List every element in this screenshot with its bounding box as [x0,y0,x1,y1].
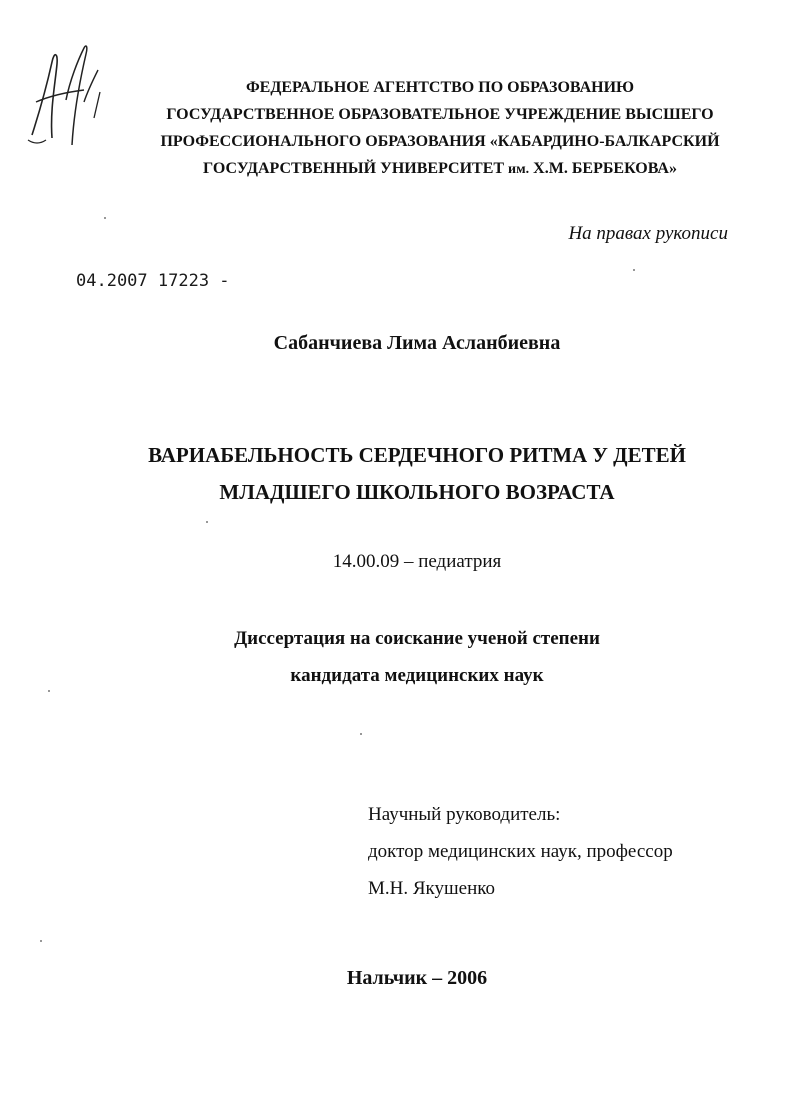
institution-header [110,74,770,183]
scan-speck [48,690,50,692]
title-line-1: ВАРИАБЕЛЬНОСТЬ СЕРДЕЧНОГО РИТМА У ДЕТЕЙ [148,443,686,467]
degree-line-1: Диссертация на соискание ученой степени [234,628,600,649]
scan-speck [40,940,42,942]
specialty-code: 14.00.09 – педиатрия [332,551,502,572]
scan-speck [633,269,635,271]
supervisor-label: Научный руководитель: [368,804,561,825]
header-agency: ФЕДЕРАЛЬНОЕ АГЕНТСТВО ПО ОБРАЗОВАНИЮ [245,79,635,96]
header-institution-type: ГОСУДАРСТВЕННОЕ ОБРАЗОВАТЕЛЬНОЕ УЧРЕЖДЕНИЕ ВЫСШЕГО [166,106,714,123]
handwritten-signature [22,40,122,160]
header-university-name: ГОСУДАРСТВЕННЫЙ УНИВЕРСИТЕТ им. Х.М. БЕРБЕКОВА» [203,160,677,177]
manuscript-rights-note: На правах рукописи [568,223,728,244]
degree-statement [0,620,792,694]
header-education-level: ПРОФЕССИОНАЛЬНОГО ОБРАЗОВАНИЯ «КАБАРДИНО-БАЛКАРСКИЙ [160,133,720,150]
dissertation-title [0,437,792,511]
scan-speck [360,733,362,735]
degree-line-2: кандидата медицинских наук [290,665,544,686]
supervisor-credentials: доктор медицинских наук, профессор [368,841,673,862]
scan-speck [104,217,106,219]
author-name: Сабанчиева Лима Асланбиевна [273,332,561,354]
supervisor-name: М.Н. Якушенко [368,878,495,899]
library-stamp-number: 04.2007 17223 - [76,271,230,291]
title-line-2: МЛАДШЕГО ШКОЛЬНОГО ВОЗРАСТА [219,480,615,504]
scan-speck [206,521,208,523]
place-and-year: Нальчик – 2006 [346,967,488,989]
scientific-supervisor [368,796,673,907]
